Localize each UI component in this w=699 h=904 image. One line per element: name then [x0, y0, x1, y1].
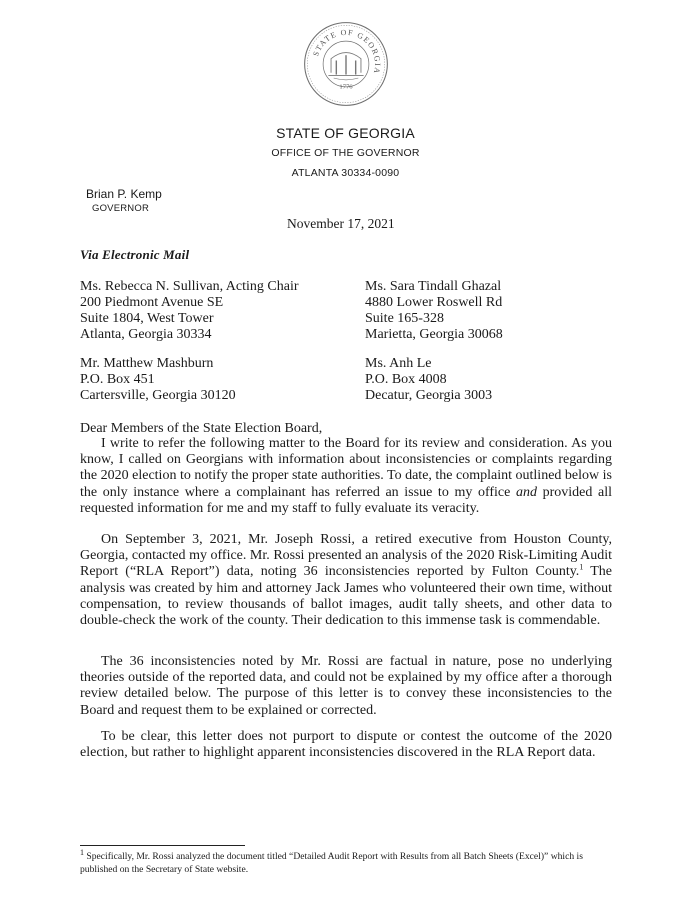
address-line: P.O. Box 451	[80, 372, 155, 387]
body-paragraph: On September 3, 2021, Mr. Joseph Rossi, a retired executive from Houston County, Georgia, contacted my office. Mr. Rossi presented an analysis of the 2020 Risk-Limiting Audit Report (“RLA Report”) data, noting 36 inconsistencies reported by Fulton County.$^1$ The analysis was created by him and attorney Jack James who volunteered their own time, without compensation, to review thousands of ballot images, audit tally sheets, and other data to double-check the work of the county. Their dedication to this immense task is commendable.	[80, 532, 612, 629]
governor-title: GOVERNOR	[92, 203, 150, 214]
body-paragraph: To be clear, this letter does not purport to dispute or contest the outcome of the 2020 election, but rather to highlight apparent inconsistencies discovered in the RLA Report data.	[80, 729, 612, 761]
address-line: Cartersville, Georgia 30120	[80, 388, 236, 403]
state-seal-logo	[302, 20, 390, 108]
recipient-address	[365, 279, 503, 343]
recipient-address	[365, 356, 492, 404]
body-paragraph: I write to refer the following matter to the Board for its review and consideration. As you know, I called on Georgians with information about inconsistencies or complaints regarding the 2020 election to notify the proper state authorities. To date, the complaint outlined below is the only instance where a complainant has referred an issue to my office and provided all requested information for me and my staff to fully evaluate its veracity.	[80, 436, 612, 516]
address-line: Suite 1804, West Tower	[80, 311, 214, 326]
footnote: $^1$ Specifically, Mr. Rossi analyzed the document titled “Detailed Audit Report with Results from all Batch Sheets (Excel)” which is published on the Secretary of State website.	[80, 847, 583, 875]
recipient-address	[80, 356, 236, 404]
address-line: P.O. Box 4008	[365, 372, 447, 387]
recipient-address	[80, 279, 299, 343]
footnote-marker: 1	[579, 562, 584, 572]
seal-ring-text: STATE OF GEORGIA	[311, 27, 383, 76]
letterhead-state: STATE OF GEORGIA	[276, 125, 415, 141]
address-line: Atlanta, Georgia 30334	[80, 327, 212, 342]
footnote-divider	[80, 845, 245, 846]
address-line: Marietta, Georgia 30068	[365, 327, 503, 342]
address-line: Decatur, Georgia 3003	[365, 388, 493, 403]
address-line: 200 Piedmont Avenue SE	[80, 295, 224, 310]
seal-year: 1776	[339, 83, 353, 91]
letterhead-city: ATLANTA 30334-0090	[291, 167, 400, 179]
footnote-number: 1	[80, 847, 84, 857]
salutation: Dear Members of the State Election Board,	[80, 421, 323, 436]
address-line: Ms. Sara Tindall Ghazal	[365, 279, 502, 294]
letter-date: November 17, 2021	[287, 216, 395, 231]
address-line: Mr. Matthew Mashburn	[80, 356, 214, 371]
address-line: Ms. Anh Le	[365, 356, 432, 371]
delivery-method: Via Electronic Mail	[80, 247, 190, 262]
body-paragraph: The 36 inconsistencies noted by Mr. Rossi are factual in nature, pose no underlying theories outside of the reported data, and could not be explained by my office after a thorough review detailed below. The purpose of this letter is to convey these inconsistencies to the Board and request them to be explained or corrected.	[80, 654, 612, 718]
governor-name: Brian P. Kemp	[86, 187, 162, 201]
address-line: Ms. Rebecca N. Sullivan, Acting Chair	[80, 279, 299, 294]
address-line: 4880 Lower Roswell Rd	[365, 295, 503, 310]
address-line: Suite 165-328	[365, 311, 444, 326]
letterhead-office: OFFICE OF THE GOVERNOR	[271, 147, 420, 159]
